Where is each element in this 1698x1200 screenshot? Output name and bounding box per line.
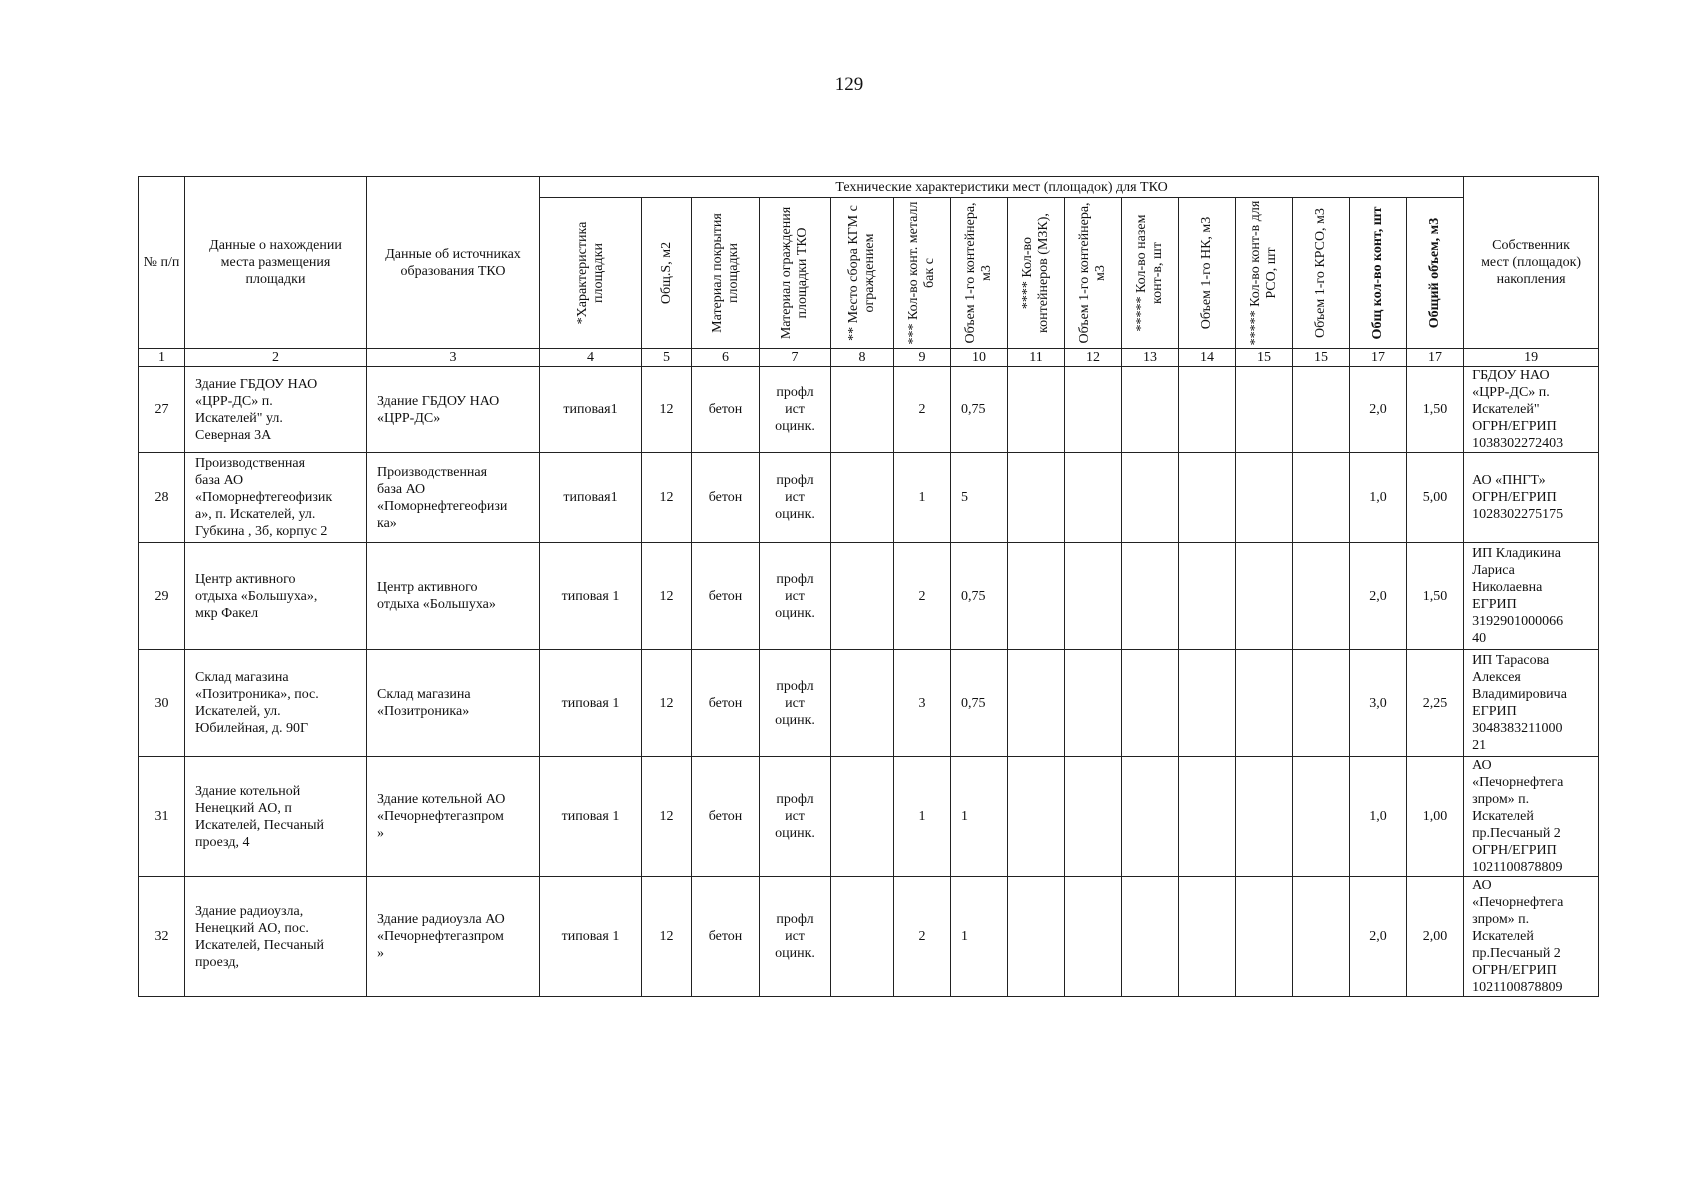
cell-area: 12 [642,453,692,543]
column-number: 6 [692,349,760,367]
cell-num: 32 [139,877,185,997]
header-tech-label: ***** Кол-во назем конт-в, шт [1134,214,1165,332]
cell-line: профл [776,792,814,807]
cell-vol-rso [1293,757,1350,877]
cell-line: Владимировича [1472,687,1567,702]
header-tech-label: Материал ограждения площадки ТКО [779,206,810,340]
cell-line: 3048383211000 [1472,721,1563,736]
cell-total-qty: 2,0 [1350,877,1407,997]
cell-area: 12 [642,543,692,650]
column-number: 4 [540,349,642,367]
cell-total-qty: 2,0 [1350,543,1407,650]
cell-qty-mzk [1008,453,1065,543]
cell-line: ГБДОУ НАО [1472,368,1550,383]
cell-location [185,543,367,650]
cell-line: ист [785,809,805,824]
cell-line: » [377,946,384,961]
cell-line: проезд, 4 [195,834,250,850]
column-number: 17 [1350,349,1407,367]
cell-line: Центр активного [195,571,296,587]
cell-kgm [831,367,894,453]
cell-total-vol: 2,00 [1407,877,1464,997]
table-row [139,877,1599,997]
cell-vol-bak: 1 [951,757,1008,877]
cell-num: 29 [139,543,185,650]
header-tech-col [692,198,760,349]
cell-vol-nk [1179,453,1236,543]
cell-line: ист [785,402,805,417]
cell-type: типовая1 [540,367,642,453]
cell-vol-bak: 0,75 [951,650,1008,757]
header-tech-label: **** Кол-во контейнеров (МЗК), [1020,213,1051,333]
cell-line: 40 [1472,631,1487,646]
cell-location [185,877,367,997]
header-tech-label: Объем 1-го контейнера, м3 [963,202,994,344]
cell-line: «Печорнефтега [1472,775,1564,790]
cell-vol-nk [1179,650,1236,757]
cell-vol-bak: 1 [951,877,1008,997]
cell-sources [367,877,540,997]
cell-line: 1021100878809 [1472,860,1563,875]
cell-num: 28 [139,453,185,543]
cell-vol-bak: 0,75 [951,367,1008,453]
cell-vol-rso [1293,453,1350,543]
table-row [139,543,1599,650]
cell-qty-mzk [1008,877,1065,997]
cell-kgm [831,877,894,997]
cell-line: «ЦРР-ДС» п. [1472,385,1550,400]
cell-vol-nk [1179,877,1236,997]
cell-line: 21 [1472,738,1487,753]
column-number: 11 [1008,349,1065,367]
cell-kgm [831,453,894,543]
cell-qty-nk [1122,453,1179,543]
cell-line: оцинк. [775,507,815,522]
cell-line: ка» [377,515,397,531]
cell-line: «ЦРР-ДС» [377,410,441,426]
table-row [139,453,1599,543]
cell-line: отдыха «Большуха» [377,597,496,612]
column-number: 5 [642,349,692,367]
cell-line: оцинк. [775,946,815,961]
cell-fence [760,453,831,543]
header-tech-col [831,198,894,349]
cell-vol-mzk [1065,453,1122,543]
cell-line: АО «ПНГТ» [1472,473,1546,488]
cell-line: Лариса [1472,563,1515,578]
cell-qty-mzk [1008,757,1065,877]
cell-qty-bak: 2 [894,877,951,997]
header-tech-label: *** Кол-во конт. металл бак с [906,201,937,345]
header-tech-col [1236,198,1293,349]
column-number: 14 [1179,349,1236,367]
cell-line: 3192901000066 [1472,614,1564,629]
cell-line: АО [1472,758,1492,773]
cell-line: ОГРН/ЕГРИП [1472,419,1557,434]
cell-line: Здание радиоузла АО [377,912,505,927]
cell-fence [760,367,831,453]
cell-qty-rso [1236,543,1293,650]
column-number: 7 [760,349,831,367]
table-body [139,367,1599,997]
cell-vol-rso [1293,367,1350,453]
cell-line: «Позитроника», пос. [195,687,319,702]
cell-line: Алексея [1472,670,1521,685]
cell-num: 30 [139,650,185,757]
header-num: № п/п [139,177,185,349]
header-tech-col [1293,198,1350,349]
column-number: 15 [1236,349,1293,367]
cell-line: Искателей [1472,809,1534,824]
cell-owner [1464,367,1599,453]
header-tech-label: Материал покрытия площадки [709,213,741,333]
header-row-group [139,177,1599,198]
cell-vol-rso [1293,650,1350,757]
cell-line: Здание ГБДОУ НАО [377,393,500,409]
cell-fence [760,543,831,650]
cell-line: Здание радиоузла, [195,903,304,919]
cell-line: 1021100878809 [1472,980,1563,995]
cell-sources [367,367,540,453]
cell-line: а», п. Искателей, ул. [195,507,316,522]
table-header [139,177,1599,367]
header-tech-label: Общий объем, м3 [1427,217,1443,329]
cell-total-vol: 1,50 [1407,367,1464,453]
cell-line: ИП Тарасова [1472,653,1550,668]
cell-num: 31 [139,757,185,877]
header-tech-label: Объем 1-го контейнера, м3 [1077,202,1108,344]
cell-line: Николаевна [1472,580,1543,595]
cell-owner [1464,650,1599,757]
table-row [139,650,1599,757]
cell-vol-bak: 0,75 [951,543,1008,650]
column-number-row [139,349,1599,367]
cell-line: Искателей" ул. [195,410,283,426]
cell-line: «ЦРР-ДС» п. [195,393,273,409]
cell-qty-bak: 1 [894,757,951,877]
table-row [139,757,1599,877]
cell-vol-nk [1179,757,1236,877]
cell-line: ист [785,695,805,711]
cell-num: 27 [139,367,185,453]
header-tech-label: Общ кол-во конт, шт [1370,206,1385,340]
cell-line: ОГРН/ЕГРИП [1472,490,1557,505]
cell-kgm [831,650,894,757]
table-row [139,367,1599,453]
cell-total-qty: 2,0 [1350,367,1407,453]
cell-total-vol: 1,00 [1407,757,1464,877]
header-tech-col [1008,198,1065,349]
cell-qty-nk [1122,367,1179,453]
cell-area: 12 [642,367,692,453]
cell-total-vol: 5,00 [1407,453,1464,543]
cell-line: ист [785,929,805,944]
cell-type: типовая 1 [540,757,642,877]
column-number: 9 [894,349,951,367]
cell-total-qty: 1,0 [1350,757,1407,877]
cell-sources [367,650,540,757]
cell-line: Искателей, ул. [195,704,281,719]
column-number: 19 [1464,349,1599,367]
cell-qty-nk [1122,877,1179,997]
cell-vol-nk [1179,543,1236,650]
cell-line: «Поморнефтегеофизи [377,498,508,514]
cell-kgm [831,543,894,650]
cell-line: профл [776,912,814,927]
header-tech-col [1350,198,1407,349]
cell-qty-nk [1122,757,1179,877]
cell-line: ЕГРИП [1472,597,1517,612]
cell-area: 12 [642,757,692,877]
cell-line: оцинк. [775,605,815,621]
cell-area: 12 [642,650,692,757]
cell-cover: бетон [692,757,760,877]
cell-line: ОГРН/ЕГРИП [1472,843,1557,858]
cell-qty-mzk [1008,543,1065,650]
cell-type: типовая1 [540,453,642,543]
cell-line: Искателей, Песчаный [195,937,325,953]
cell-type: типовая 1 [540,543,642,650]
cell-line: ист [785,490,805,505]
cell-vol-mzk [1065,877,1122,997]
cell-cover: бетон [692,650,760,757]
cell-line: профл [776,473,814,488]
cell-line: профл [776,571,814,587]
header-tech-col [951,198,1008,349]
cell-total-vol: 1,50 [1407,543,1464,650]
cell-line: ист [785,588,805,604]
cell-type: типовая 1 [540,650,642,757]
cell-line: зпром» п. [1472,912,1530,927]
cell-qty-nk [1122,650,1179,757]
header-tech-col [1407,198,1464,349]
cell-line: Губкина , 3б, корпус 2 [195,524,328,539]
column-number: 12 [1065,349,1122,367]
cell-line: мкр Факел [195,605,259,621]
cell-location [185,453,367,543]
cell-cover: бетон [692,543,760,650]
cell-line: пр.Песчаный 2 [1472,946,1561,961]
cell-line: оцинк. [775,419,815,434]
cell-line: Здание котельной АО [377,792,506,807]
cell-line: оцинк. [775,826,815,841]
cell-line: пр.Песчаный 2 [1472,826,1561,841]
cell-line: отдыха «Большуха», [195,588,318,604]
cell-line: база АО [377,481,426,497]
column-number: 8 [831,349,894,367]
header-tech-col [894,198,951,349]
cell-area: 12 [642,877,692,997]
header-tech-col [760,198,831,349]
cell-vol-bak: 5 [951,453,1008,543]
cell-qty-bak: 1 [894,453,951,543]
cell-line: ЕГРИП [1472,704,1517,719]
cell-line: Здание ГБДОУ НАО [195,376,318,392]
column-number: 2 [185,349,367,367]
cell-qty-bak: 3 [894,650,951,757]
cell-qty-mzk [1008,650,1065,757]
header-owner: Собственник мест (площадок) накопления [1464,177,1599,349]
cell-qty-bak: 2 [894,543,951,650]
cell-line: «Поморнефтегеофизик [195,490,333,505]
cell-qty-rso [1236,453,1293,543]
header-tech-col [1065,198,1122,349]
cell-line: Производственная [195,456,306,471]
header-tech-group: Технические характеристики мест (площадок) для ТКО [540,177,1464,198]
cell-sources [367,453,540,543]
cell-location [185,367,367,453]
cell-sources [367,543,540,650]
cell-location [185,757,367,877]
cell-line: «Позитроника» [377,704,470,719]
cell-fence [760,877,831,997]
cell-qty-rso [1236,367,1293,453]
cell-sources [367,757,540,877]
cell-qty-rso [1236,757,1293,877]
cell-location [185,650,367,757]
cell-line: оцинк. [775,712,815,728]
header-tech-label: Объем 1-го НК, м3 [1199,216,1214,330]
cell-line: 1028302275175 [1472,507,1564,522]
cell-line: » [377,826,384,841]
column-number: 3 [367,349,540,367]
cell-line: профл [776,678,814,694]
cell-owner [1464,543,1599,650]
cell-vol-mzk [1065,543,1122,650]
cell-owner [1464,453,1599,543]
cell-qty-bak: 2 [894,367,951,453]
column-number: 10 [951,349,1008,367]
cell-total-qty: 1,0 [1350,453,1407,543]
header-location: Данные о нахождении места размещения площадки [185,177,367,349]
cell-line: Ненецкий АО, пос. [195,920,309,936]
cell-cover: бетон [692,877,760,997]
header-tech-label: Общ.S, м2 [658,241,674,305]
column-number: 13 [1122,349,1179,367]
cell-line: АО [1472,878,1492,893]
cell-owner [1464,757,1599,877]
cell-line: профл [776,385,814,400]
header-tech-label: Объем 1-го КРСО, м3 [1313,208,1328,338]
header-tech-label: ***** Кол-во конт-в для РСО, шт [1248,200,1279,346]
cell-line: Юбилейная, д. 90Г [195,721,309,736]
cell-qty-mzk [1008,367,1065,453]
cell-cover: бетон [692,453,760,543]
cell-qty-nk [1122,543,1179,650]
header-tech-label: ** Место сбора КГМ с ограждением [846,205,877,341]
cell-line: зпром» п. [1472,792,1530,807]
cell-line: Ненецкий АО, п [195,800,292,816]
cell-total-qty: 3,0 [1350,650,1407,757]
cell-line: ИП Кладикина [1472,546,1561,561]
cell-line: «Печорнефтегазпром [377,809,504,824]
cell-line: Искателей, Песчаный [195,817,325,833]
cell-line: Искателей [1472,929,1534,944]
cell-vol-rso [1293,543,1350,650]
cell-vol-mzk [1065,367,1122,453]
cell-line: «Печорнефтегазпром [377,929,504,944]
cell-line: Производственная [377,464,488,480]
header-tech-col [642,198,692,349]
cell-total-vol: 2,25 [1407,650,1464,757]
cell-qty-rso [1236,650,1293,757]
cell-owner [1464,877,1599,997]
cell-line: 1038302272403 [1472,436,1564,451]
cell-line: база АО [195,473,244,488]
header-tech-col [1179,198,1236,349]
cell-type: типовая 1 [540,877,642,997]
waste-sites-table [138,176,1599,997]
cell-qty-rso [1236,877,1293,997]
cell-line: Северная 3А [195,427,272,443]
cell-vol-mzk [1065,650,1122,757]
cell-line: «Печорнефтега [1472,895,1564,910]
cell-line: проезд, [195,954,239,970]
cell-vol-mzk [1065,757,1122,877]
cell-fence [760,650,831,757]
cell-line: Склад магазина [377,687,471,702]
column-number: 1 [139,349,185,367]
cell-vol-rso [1293,877,1350,997]
cell-kgm [831,757,894,877]
column-number: 15 [1293,349,1350,367]
header-tech-col [540,198,642,349]
cell-line: Центр активного [377,580,478,595]
cell-vol-nk [1179,367,1236,453]
cell-line: Здание котельной [195,783,301,799]
header-sources: Данные об источниках образования ТКО [367,177,540,349]
cell-line: Склад магазина [195,670,289,685]
cell-line: Искателей" [1472,402,1540,417]
cell-line: ОГРН/ЕГРИП [1472,963,1557,978]
column-number: 17 [1407,349,1464,367]
header-tech-col [1122,198,1179,349]
page-number: 129 [834,74,864,95]
cell-fence [760,757,831,877]
cell-cover: бетон [692,367,760,453]
header-tech-label: *Характеристика площадки [574,221,606,325]
